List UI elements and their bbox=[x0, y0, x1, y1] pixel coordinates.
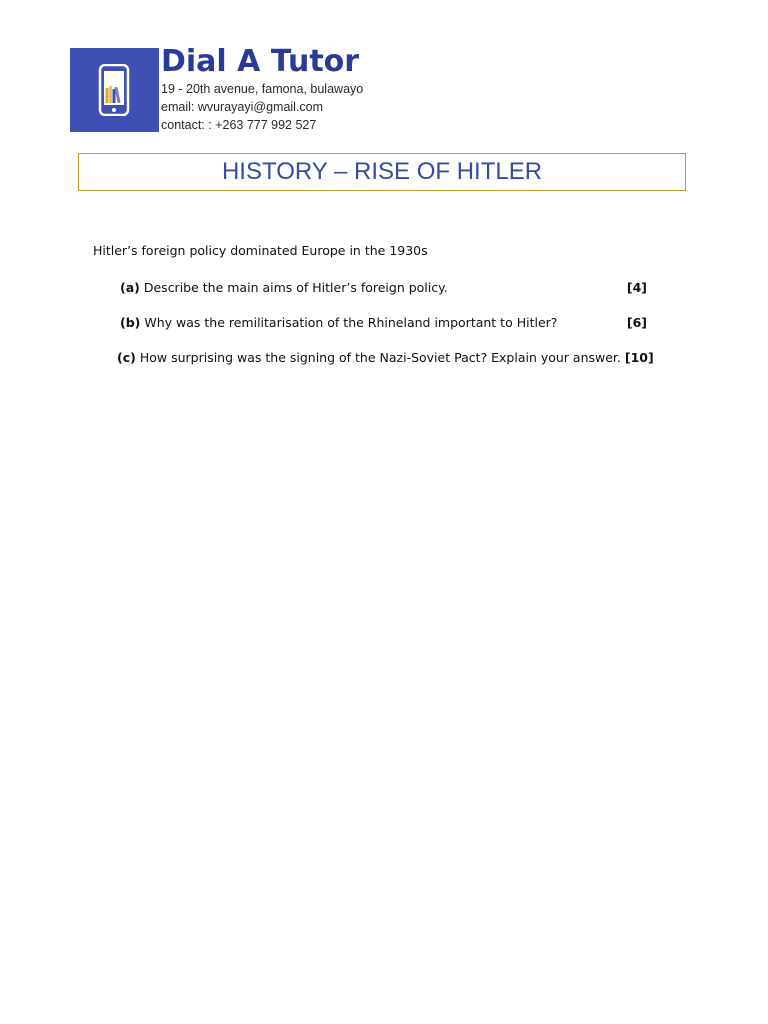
question-text: Why was the remilitarisation of the Rhineland important to Hitler? bbox=[144, 315, 558, 330]
question-c bbox=[117, 350, 654, 365]
logo bbox=[70, 48, 159, 132]
question-text: How surprising was the signing of the Nazi-Soviet Pact? Explain your answer. bbox=[139, 350, 621, 365]
document-title: HISTORY – RISE OF HITLER bbox=[221, 158, 543, 185]
question-b bbox=[120, 315, 647, 330]
phone-books-icon bbox=[98, 64, 130, 116]
question-text: Describe the main aims of Hitler’s foreign policy. bbox=[143, 280, 448, 295]
question-letter: (c) bbox=[117, 350, 136, 365]
address: 19 - 20th avenue, famona, bulawayo bbox=[161, 82, 364, 96]
question-marks: [6] bbox=[626, 315, 647, 330]
question-marks: [10] bbox=[624, 350, 654, 365]
question-letter: (a) bbox=[120, 280, 140, 295]
question-marks: [4] bbox=[626, 280, 647, 295]
document-title-box bbox=[78, 153, 686, 191]
brand-name: Dial A Tutor bbox=[161, 44, 360, 79]
question-letter: (b) bbox=[120, 315, 141, 330]
email: email: wvurayayi@gmail.com bbox=[161, 100, 324, 114]
question-a bbox=[120, 280, 647, 295]
intro-text: Hitler’s foreign policy dominated Europe in the 1930s bbox=[93, 243, 428, 258]
contact: contact: : +263 777 992 527 bbox=[161, 118, 317, 132]
